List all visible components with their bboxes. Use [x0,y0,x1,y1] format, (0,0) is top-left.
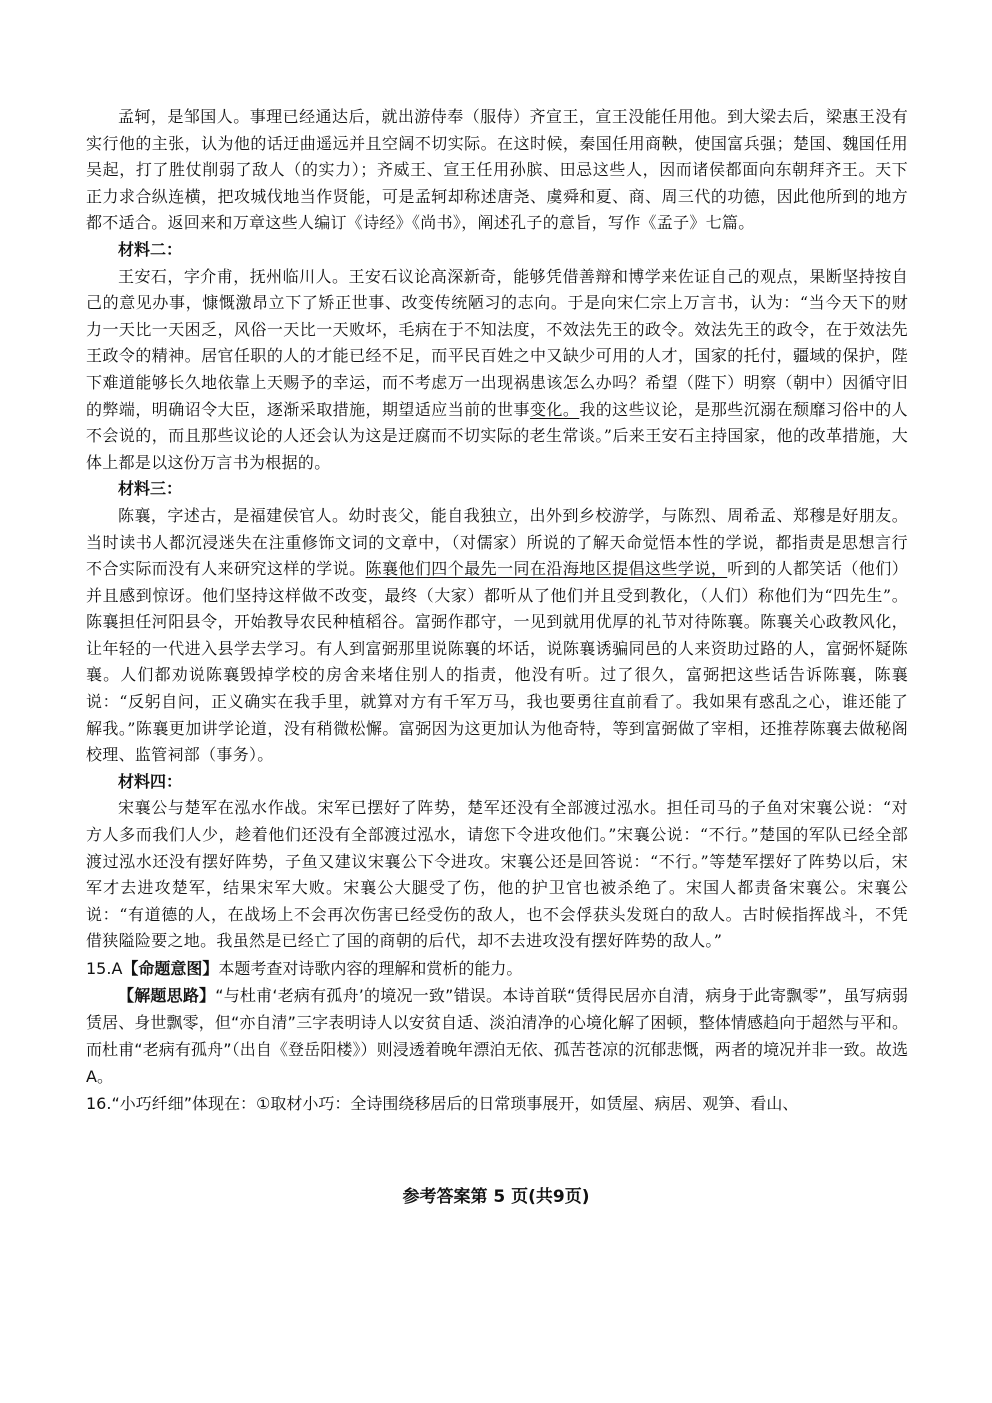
q15-number: 15.A [86,959,123,978]
document-body [86,104,908,1117]
q16-text: 16.“小巧纤细”体现在：①取材小巧：全诗围绕移居后的日常琐事展开，如赁屋、病居、观笋、看山、 [86,1094,799,1113]
material3-heading: 材料三： [118,479,183,499]
q15-approach-label: 【解题思路】 [118,986,216,1005]
q15-intent-label: 【命题意图】 [122,959,219,978]
material3-underlined: 陈襄他们四个最先一同在沿海地区提倡这些学说， [365,559,728,579]
material3-paragraph [86,503,908,769]
material2-heading: 材料二： [118,239,183,259]
q15-approach [86,982,908,1090]
material4-paragraph: 宋襄公与楚军在泓水作战。宋军已摆好了阵势，楚军还没有全部渡过泓水。担任司马的子鱼对宋襄公说：“对方人多而我们人少，趁着他们还没有全部渡过泓水，请您下令进攻他们。”宋襄公说：“不行。”楚国的军队已经全部渡过泓水还没有摆好阵势，子鱼又建议宋襄公下令进攻。宋襄公还是回答说：“不行。”等楚军摆好了阵势以后，宋军才去进攻楚军，结果宋军大败。宋襄公大腿受了伤，他的护卫官也被杀绝了。宋国人都责备宋襄公。宋襄公说：“有道德的人，在战场上不会再次伤害已经受伤的敌人，也不会俘获头发斑白的敌人。古时候指挥战斗，不凭借狭隘险要之地。我虽然是已经亡了国的商朝的后代，却不去进攻没有摆好阵势的敌人。” [86,798,908,951]
q15-approach-text: “与杜甫‘老病有孤舟’的境况一致”错误。本诗首联“赁得民居亦自清，病身于此寄飘零”，虽写病弱赁居、身世飘零，但“亦自清”三字表明诗人以安贫自适、淡泊清净的心境化解了困顿，整体情感趋向于超然与平和。而杜甫“老病有孤舟”（出自《登岳阳楼》）则浸透着晚年漂泊无依、孤苦苍凉的沉郁悲慨，两者的境况并非一致。故选A。 [86,986,908,1086]
material3-text-a: 陈襄，字述古，是福建侯官人。幼时丧父，能自我独立，出外到乡校游学，与陈烈、周希孟、郑穆是好朋友。当时读书人都沉浸迷失在注重修饰文词的文章中，（对儒家）所说的了解天命觉悟本性的学说，都指责是思想言行不合实际而没有人来研究这样的学说。 [86,505,908,579]
material2-text-b: 我的这些议论，是那些沉溺在颓靡习俗中的人不会说的，而且那些议论的人还会认为这是迂腐而不切实际的老生常谈。”后来王安石主持国家，他的改革措施，大体上都是以这份万言书为根据的。 [86,399,908,472]
material3-text-b: 听到的人都笑话（他们）并且感到惊讶。他们坚持这样做不改变，最终（大家）都听从了他们并且受到教化，（人们）称他们为“四先生”。陈襄担任河阳县令，开始教导农民种植稻谷。富弼作郡守，一见到就用优厚的礼节对待陈襄。陈襄关心政教风化，让年轻的一代进入县学去学习。有人到富弼那里说陈襄的坏话，说陈襄诱骗同邑的人来资助过路的人，富弼怀疑陈襄。人们都劝说陈襄毁掉学校的房舍来堵住别人的指责，他没有听。过了很久，富弼把这些话告诉陈襄，陈襄说：“反躬自问，正义确实在我手里，就算对方有千军万马，我也要勇往直前看了。我如果有惑乱之心，谁还能了解我。”陈襄更加讲学论道，没有稍微松懈。富弼因为这更加认为他奇特，等到富弼做了宰相，还推荐陈襄去做秘阁校理、监管祠部（事务）。 [86,559,908,765]
material4-heading: 材料四： [118,771,183,791]
q15-intent [86,955,908,982]
page-footer: 参考答案第 5 页(共9页) [402,1187,590,1207]
material2-text-a: 王安石，字介甫，抚州临川人。王安石议论高深新奇，能够凭借善辩和博学来佐证自己的观点，果断坚持按自己的意见办事，慷慨激昂立下了矫正世事、改变传统陋习的志向。于是向宋仁宗上万言书，认为：“当今天下的财力一天比一天困乏，风俗一天比一天败坏，毛病在于不知法度，不效法先王的政令。效法先王的政令，在于效法先王政令的精神。居官任职的人的才能已经不足，而平民百姓之中又缺少可用的人才，国家的托付，疆域的保护，陛下难道能够长久地依靠上天赐予的幸运，而不考虑万一出现祸患该怎么办吗？希望（陛下）明察（朝中）因循守旧的弊端，明确诏令大臣，逐渐采取措施，期望适应当前的世事 [86,266,908,419]
material2-paragraph [86,264,908,477]
material2-underlined: 变化。 [529,399,580,419]
q15-intent-text: 本题考查对诗歌内容的理解和赏析的能力。 [218,959,523,978]
material1-paragraph: 孟轲，是邹国人。事理已经通达后，就出游侍奉（服侍）齐宣王，宣王没能任用他。到大梁去后，梁惠王没有实行他的主张，认为他的话迂曲遥远并且空阔不切实际。在这时候，秦国任用商鞅，使国富兵强；楚国、魏国任用吴起，打了胜仗削弱了敌人（的实力）；齐威王、宣王任用孙膑、田忌这些人，因而诸侯都面向东朝拜齐王。天下正力求合纵连横，把攻城伐地当作贤能，可是孟轲却称述唐尧、虞舜和夏、商、周三代的功德，因此他所到的地方都不适合。返回来和万章这些人编订《诗经》《尚书》，阐述孔子的意旨，写作《孟子》七篇。 [86,107,908,233]
